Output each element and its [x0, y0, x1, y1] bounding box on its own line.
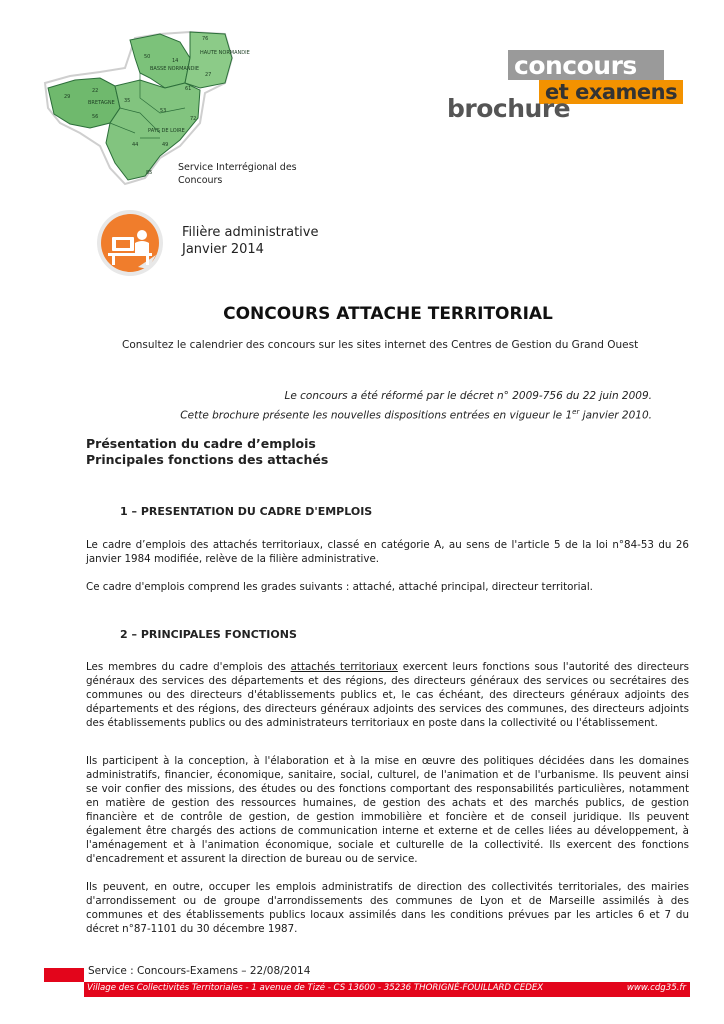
footer-address: Village des Collectivités Territoriales - 1 avenue de Tizé - CS 13600 - 35236 THORIGNÉ-FOUILLARD CEDEX — [87, 983, 544, 993]
map-region-label: PAYS DE LOIRE — [148, 128, 185, 134]
map-dept-number: 56 — [92, 114, 99, 120]
toc-item-fonctions: Principales fonctions des attachés — [86, 452, 329, 467]
section2-paragraph2: Ils participent à la conception, à l'élaboration et à la mise en œuvre des politiques décidées dans les domaines administratifs, financier, économique, sanitaire, social, culturel, de l'animation et de l'urbanisme. Ils peuvent ainsi se voir confier des missions, des études ou des fonctions comportant des responsabilités particulières, notamment en matière de gestion des ressources humaines, de gestion des achats et des marchés publics, de gestion financière et de contrôle de gestion, de gestion immobilière et foncière et de conseil juridique. Ils peuvent également être chargés des actions de communication interne et externe et de celles liées au développement, à l'aménagement et à l'animation économique, sociale et culturelle de la collectivité. Ils exercent des fonctions d'encadrement et assurent la direction de bureau ou de service. — [86, 755, 689, 865]
filiere-block — [182, 224, 318, 258]
map-region-label: BASSE NORMANDIE — [150, 66, 200, 72]
map-dept-number: 85 — [146, 170, 153, 176]
reform-note-superscript: er — [572, 408, 580, 416]
map-dept-number: 27 — [205, 72, 212, 78]
logo-word-brochure: brochure — [447, 94, 571, 123]
reform-note — [180, 388, 652, 424]
attaches-territoriaux-link[interactable]: attachés territoriaux — [290, 661, 398, 673]
map-region-label: HAUTE NORMANDIE — [200, 50, 250, 56]
map-dept-number: 22 — [92, 88, 99, 94]
map-dept-number: 29 — [64, 94, 71, 100]
map-dept-number: 50 — [144, 54, 151, 60]
section2-p1-start: Les membres du cadre d'emplois des — [86, 661, 291, 673]
map-dept-number: 72 — [190, 116, 197, 122]
logo-word-concours: concours — [514, 51, 637, 80]
service-label — [178, 161, 297, 187]
reform-note-line2-end: janvier 2010. — [579, 409, 652, 422]
map-dept-number: 61 — [185, 86, 192, 92]
section2-p1-rest: exercent leurs fonctions sous l'autorité des directeurs généraux des services des départements et des régions, des directeurs généraux des services ou secrétaires des communes ou des directeurs d'établissements publics et, le cas échéant, des directeurs généraux adjoints des départements et des régions, des directeurs généraux adjoints des services des communes, des directeurs adjoints des établissements publics ou des administrateurs territoriaux en poste dans la collectivité ou l'établissement. — [86, 661, 689, 729]
service-line1: Service Interrégional des — [178, 162, 297, 173]
desk-worker-icon — [94, 207, 166, 279]
footer-address-bar — [84, 982, 690, 997]
footer-website-link[interactable]: www.cdg35.fr — [626, 983, 686, 993]
page-title: CONCOURS ATTACHE TERRITORIAL — [223, 304, 553, 324]
concours-examens-logo — [447, 50, 688, 130]
section1-paragraph1: Le cadre d’emplois des attachés territoriaux, classé en catégorie A, au sens de l'article 5 de la loi n°84-53 du 26 janvier 1984 modifiée, relève de la filière administrative. — [86, 539, 689, 565]
toc-item-presentation: Présentation du cadre d’emplois — [86, 436, 316, 451]
section2-paragraph3: Ils peuvent, en outre, occuper les emplois administratifs de direction des collectivités territoriales, des mairies d'arrondissement ou de groupe d'arrondissements des communes de Lyon et de Marseille assimilés à des communes et des établissements publics locaux assimilés dans les conditions prévues par les articles 6 et 7 du décret n°87-1101 du 30 décembre 1987. — [86, 881, 689, 935]
section2-heading: 2 – PRINCIPALES FONCTIONS — [120, 628, 297, 641]
map-dept-number: 49 — [162, 142, 169, 148]
service-line2: Concours — [178, 175, 223, 186]
map-dept-number: 76 — [202, 36, 209, 42]
reform-note-line2-start: Cette brochure présente les nouvelles dispositions entrées en vigueur le 1 — [180, 409, 573, 422]
reform-note-line1: Le concours a été réformé par le décret n° 2009-756 du 22 juin 2009. — [284, 390, 652, 402]
reform-note-line2 — [180, 404, 652, 424]
page-subtitle: Consultez le calendrier des concours sur les sites internet des Centres de Gestion du Grand Ouest — [122, 339, 639, 351]
filiere-date: Janvier 2014 — [182, 242, 264, 257]
section1-heading: 1 – PRESENTATION DU CADRE D'EMPLOIS — [120, 505, 373, 518]
footer-service-line: Service : Concours-Examens – 22/08/2014 — [88, 965, 311, 977]
logo-word-examens: et examens — [545, 80, 678, 104]
map-dept-number: 35 — [124, 98, 131, 104]
table-of-contents — [86, 436, 328, 468]
map-dept-number: 14 — [172, 58, 179, 64]
map-region-label: BRETAGNE — [88, 100, 115, 106]
footer-accent-block — [44, 968, 84, 982]
logo-gray-block — [508, 50, 664, 80]
map-dept-number: 53 — [160, 108, 167, 114]
section1-paragraph2: Ce cadre d'emplois comprend les grades suivants : attaché, attaché principal, directeur territorial. — [86, 581, 593, 593]
filiere-name: Filière administrative — [182, 225, 319, 240]
section2-paragraph1 — [86, 660, 689, 730]
map-dept-number: 44 — [132, 142, 139, 148]
